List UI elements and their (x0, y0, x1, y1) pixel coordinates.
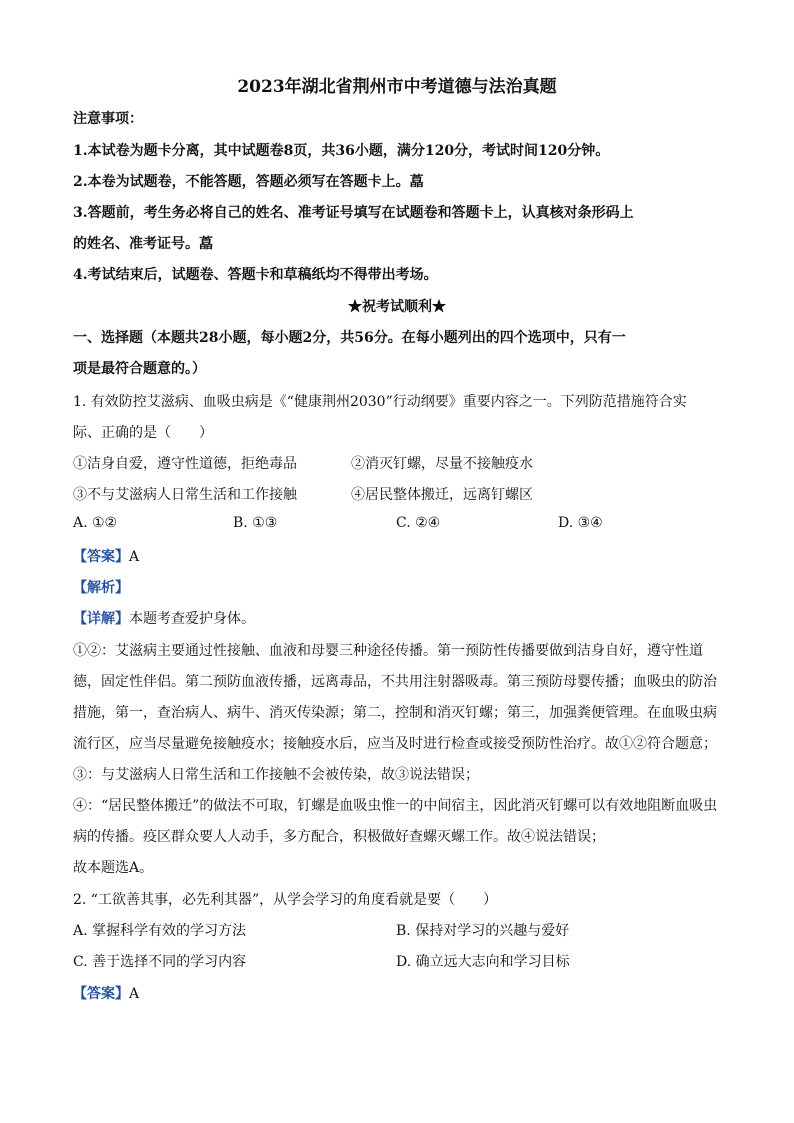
answer-value: A (129, 986, 140, 1002)
q1-detail (73, 608, 255, 628)
q1-statement-3: ③不与艾滋病人日常生活和工作接触 (73, 487, 297, 503)
explanation-line: 措施，第一，查治病人、病牛、消灭传染源；第二，控制和消灭钉螺；第三，加强粪便管理。在血吸虫病 (73, 705, 717, 721)
q2-option-b: B. 保持对学习的兴趣与爱好 (396, 923, 570, 939)
q2-stem: 2. “工欲善其事，必先利其器”，从学会学习的角度看就是要（ ） (73, 892, 498, 908)
q1-statement-4: ④居民整体搬迁，远离钉螺区 (351, 487, 533, 503)
q2-option-d: D. 确立远大志向和学习目标 (396, 954, 570, 970)
notice-item: 4.考试结束后，试题卷、答题卡和草稿纸均不得带出考场。 (73, 267, 438, 283)
explanation-line: ④：“居民整体搬迁”的做法不可取，钉螺是血吸虫惟一的中间宿主，因此消灭钉螺可以有效地阻断血吸虫 (73, 798, 718, 814)
explanation-line: 德，固定性伴侣。第二预防血液传播，远离毒品，不共用注射器吸毒。第三预防母婴传播；血吸虫的防治 (73, 674, 717, 690)
q1-analysis (73, 577, 129, 597)
q2-option-c: C. 善于选择不同的学习内容 (73, 954, 247, 970)
answer-label: 【答案】 (73, 549, 129, 565)
detail-label: 【详解】 (73, 611, 129, 627)
notice-item: 3.答题前，考生务必将自己的姓名、准考证号填写在试题卷和答题卡上，认真核对条形码上 (73, 205, 634, 221)
q1-option-a: A. ①② (73, 515, 118, 531)
answer-label: 【答案】 (73, 986, 129, 1002)
q1-statement-1: ①洁身自爱，遵守性道德，拒绝毒品 (73, 456, 297, 472)
explanation-line: ③：与艾滋病人日常生活和工作接触不会被传染，故③说法错误； (73, 767, 479, 783)
detail-text: 本题考查爱护身体。 (129, 611, 255, 627)
section-heading: 项是最符合题意的。） (73, 361, 206, 377)
q1-statement-2: ②消灭钉螺，尽量不接触疫水 (351, 456, 533, 472)
explanation-line: 故本题选A。 (73, 860, 154, 876)
q2-answer (73, 983, 139, 1003)
q1-answer (73, 546, 139, 566)
q1-option-d: D. ③④ (558, 515, 603, 531)
explanation-line: 流行区，应当尽量避免接触疫水；接触疫水后，应当及时进行检查或接受预防性治疗。故①②符合题意； (73, 736, 717, 752)
q1-option-c: C. ②④ (396, 515, 441, 531)
notice-item: 1.本试卷为题卡分离，其中试题卷8页，共36小题，满分120分，考试时间120分钟。 (73, 143, 610, 159)
explanation-line: 病的传播。疫区群众要人人动手，多方配合，积极做好查螺灭螺工作。故④说法错误； (73, 829, 605, 845)
notice-item: 2.本卷为试题卷，不能答题，答题必须写在答题卡上。藠 (73, 174, 424, 190)
section-heading: 一、选择题（本题共28小题，每小题2分，共56分。在每小题列出的四个选项中，只有一 (73, 330, 626, 346)
q1-stem: 际、正确的是（ ） (73, 425, 213, 441)
page-title: 2023年湖北省荆州市中考道德与法治真题 (237, 77, 557, 97)
analysis-label: 【解析】 (73, 580, 129, 596)
notice-heading: 注意事项： (73, 111, 143, 127)
exam-wish: ★祝考试顺利★ (348, 299, 446, 315)
q2-option-a: A. 掌握科学有效的学习方法 (73, 923, 247, 939)
explanation-line: ①②：艾滋病主要通过性接触、血液和母婴三种途径传播。第一预防性传播要做到洁身自好，遵守性道 (73, 643, 703, 659)
notice-item: 的姓名、准考证号。藠 (73, 236, 213, 252)
answer-value: A (129, 549, 140, 565)
q1-stem: 1. 有效防控艾滋病、血吸虫病是《“健康荆州2030”行动纲要》重要内容之一。下列防范措施符合实 (73, 394, 687, 410)
q1-option-b: B. ①③ (233, 515, 278, 531)
